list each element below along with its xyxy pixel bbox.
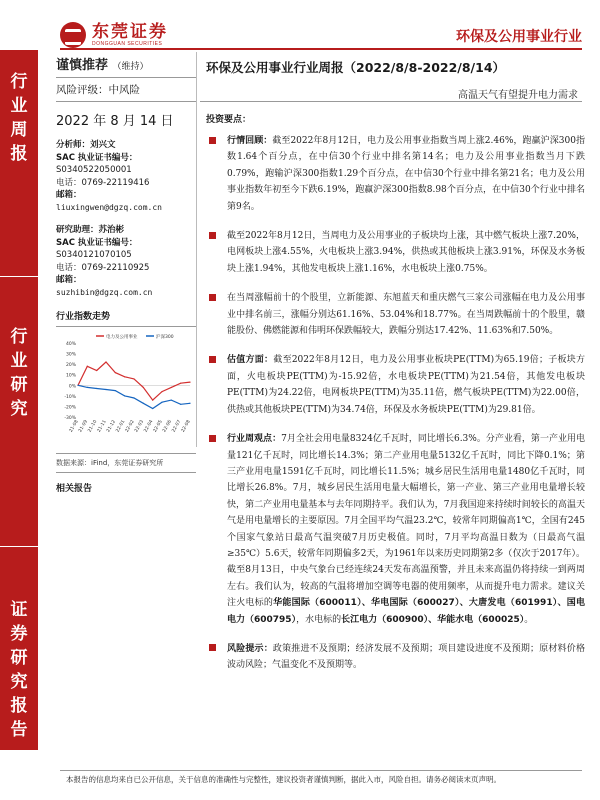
series-point [96,370,97,371]
x-tick-label: 22-05 [152,419,164,434]
sidebar-divider [0,276,38,277]
bullet-lead: 估值方面： [227,355,274,366]
rating-note: （维持） [112,62,149,72]
bullet-text: 7月全社会用电量8324亿千瓦时，同比增长6.3%。分产业看，第一产业用电量121亿千瓦时，同比增长14.3%；第二产业用电量5132亿千瓦时，同比下降0.1%；第三产业用电量1591亿千瓦时，同比增长11.5%；城乡居民生活用电量1480亿千瓦时，同比增长26.8%。7月，城乡居民生活用电量大幅增长，第一产业、第三产业用电量增长较快，第二产业用电量基本与去年同期持平。我们认为，7月我国迎来持续时间较长的高温天气是用电量增长的主要原因。7月全国平均气温23.2℃，较常年同期偏高1℃，全国有245个国家气象站日最高气温突破7月历史极值。同时，7月平均高温日数为（日最高气温≥35℃）5.6天，较常年同期偏多2天，为1961年以来历史同期第2多（仅次于2017年）。截至8月13日，中央气象台已经连续24天发布高温预警，并且未来高温仍将持续一到两周左右。我们认为，较高的气温将增加空调等电器的使用频率，从而提升电力需求。建议关注火电标的 [227,434,585,609]
bullet-lead: 行情回顾： [227,136,273,146]
bullet-square-icon [209,435,216,442]
x-tick-label: 22-07 [171,419,183,434]
header-rule [60,48,582,50]
report-subtitle: 高温天气有望提升电力需求 [458,90,578,101]
risk-rating: 风险评级：中风险 [56,84,140,96]
bullet-valuation [205,352,585,418]
index-chart-svg [56,331,196,449]
analyst-name: 分析师：刘兴文 [56,140,116,150]
series-point [189,382,190,383]
sidebar-block-1 [0,70,38,166]
series-point [87,366,88,367]
series-point [96,388,97,389]
logo-cn: 东莞证券 [92,22,168,42]
divider [56,77,196,78]
bullet-square-icon [209,294,216,301]
divider [56,472,196,473]
assistant-phone: 电话：0769-22110925 [56,262,150,273]
bullet-lead: 行业周观点： [227,434,282,445]
analyst-email-label: 邮箱： [56,190,82,200]
series-point [152,399,153,400]
x-tick-label: 21-12 [106,419,118,434]
bullet-text: 在当周涨幅前十的个股里，立新能源、东旭蓝天和重庆燃气三家公司涨幅在电力及公用事业中排名前三，涨幅分别达61.16%、53.04%和18.77%。在当周跌幅前十的个股里，赣能股份、佛燃能源和伟明环保跌幅较大，跌幅分别达17.42%、11.63%和7.50%。 [227,293,585,337]
sidebar [0,50,38,750]
x-tick-label: 22-01 [115,419,127,434]
series-point [105,361,106,362]
sidebar-block-3 [0,598,38,742]
series-point [152,408,153,409]
bullet-square-icon [209,356,216,363]
bullet-subsectors [205,228,585,277]
series-point [133,397,134,398]
sidebar-divider [0,546,38,547]
analyst-email[interactable]: liuxingwen@dgzq.com.cn [56,202,162,212]
report-date: 2022 年 8 月 14 日 [56,114,174,129]
sidebar-char: 行 [10,72,28,92]
sidebar-char: 行 [10,327,28,347]
divider [56,453,196,454]
series-point [124,376,125,377]
x-tick-label: 22-03 [134,419,146,434]
series-point [143,403,144,404]
bullet-square-icon [209,137,216,144]
series-point [161,402,162,403]
analyst-sac-label: SAC 执业证书编号： [56,152,138,163]
legend-label: 电力及公用事业 [106,335,138,340]
bullet-text: 截至2022年8月12日，当周电力及公用事业的子板块均上涨，其中燃气板块上涨7.20%，电网板块上涨4.55%，火电板块上涨3.94%，供热或其他板块上涨3.91%，环保及水务板块上涨1.94%，其他发电板块上涨1.16%，水电板块上涨0.75%。 [227,231,585,274]
bullet-square-icon [209,232,216,239]
assistant-name: 研究助理：苏治彬 [56,225,125,235]
x-tick-label: 22-04 [143,419,155,434]
bullet-stocks [205,290,585,339]
divider [56,101,196,102]
bullet-text: 截至2022年8月12日，电力及公用事业板块PE(TTM)为65.19倍；子板块方面，火电板块PE(TTM)为-15.92倍，水电板块PE(TTM)为21.54倍，其他发电板块PE(TTM)为24.22倍，电网板块PE(TTM)为35.11倍，燃气板块PE(TTM)为22.00倍，供热或其他板块PE(TTM)为34.74倍，环保及水务板块PE(TTM)为29.81倍。 [227,355,585,415]
chart-source: 数据来源：iFind，东莞证券研究所 [56,459,164,467]
series-point [171,399,172,400]
left-column [56,52,196,494]
analyst-sac-no: S0340522050001 [56,165,132,175]
sidebar-char: 研 [10,375,28,395]
series-point [189,403,190,404]
bullet-text: 截至2022年8月12日，电力及公用事业指数当周上涨2.46%，跑赢沪深300指数1.64个百分点，在中信30个行业中排名第14名；电力及公用事业指数当月下跌0.79%，跑输沪深300指数1.29个百分点，在中信30个行业中排名第21名；电力及公用事业指数年初至今下跌6.19%，跑赢沪深300指数8.98个百分点，在中信30个行业中排名第9名。 [227,136,585,212]
series-point [133,378,134,379]
assistant-sac-label: SAC 执业证书编号： [56,237,138,248]
bullet-text: 。 [524,614,534,625]
series-point [105,389,106,390]
y-tick-label: 20% [65,363,76,369]
bullet-market-review [205,133,585,215]
bullet-text: ，水电标的 [296,614,342,625]
bullet-text: 政策推进不及预期；经济发展不及预期；项目建设进度不及预期；原材料价格波动风险；气温变化不及预期等。 [227,643,585,671]
column-divider [196,52,197,447]
assistant-email-label: 邮箱： [56,275,82,285]
legend-label: 沪深300 [156,335,174,340]
sidebar-char: 告 [10,720,28,740]
series-point [124,395,125,396]
x-tick-label: 21-10 [87,419,99,434]
key-points-label: 投资要点： [206,115,252,125]
assistant-info [56,224,196,299]
y-tick-label: 30% [65,352,76,358]
bullet-lead: 风险提示： [227,643,273,654]
series-point [180,404,181,405]
key-points [205,133,585,674]
header-industry: 环保及公用事业行业 [456,29,582,45]
divider [56,326,196,327]
footer-disclaimer: 本报告的信息均来自已公开信息，关于信息的准确性与完整性，建议投资者谨慎判断，据此入市，风险自担。请务必阅读末页声明。 [66,775,501,784]
x-tick-label: 21-09 [78,419,90,434]
x-tick-label: 22-08 [180,419,192,434]
sidebar-char: 研 [10,648,28,668]
rating [56,54,196,73]
sidebar-char: 业 [10,351,28,371]
series-point [115,390,116,391]
series-point [161,391,162,392]
analyst-info [56,139,196,214]
chart-title: 行业指数走势 [56,312,111,322]
bullet-weekly-view [205,431,585,628]
assistant-email[interactable]: suzhibin@dgzq.com.cn [56,287,153,297]
sidebar-char: 报 [10,696,28,716]
sidebar-char: 业 [10,96,28,116]
x-tick-label: 21-11 [96,419,108,434]
rating-label: 谨慎推荐 [56,58,109,73]
series-point [87,387,88,388]
sidebar-char: 周 [10,120,28,140]
x-tick-label: 22-02 [124,419,136,434]
divider [200,101,582,102]
y-tick-label: -10% [64,394,76,400]
footer-rule [60,770,582,771]
related-reports: 相关报告 [56,484,93,494]
x-tick-label: 22-06 [162,419,174,434]
series-point [143,387,144,388]
sidebar-char: 报 [10,144,28,164]
bullet-square-icon [209,644,216,651]
logo [60,22,168,48]
series-point [180,383,181,384]
y-tick-label: -20% [64,405,76,411]
y-tick-label: 40% [65,342,76,347]
series-line-0 [78,362,190,400]
report-title: 环保及公用事业行业周报（2022/8/8-2022/8/14） [206,60,506,75]
hydro-stocks: 长江电力（600900）、华能水电（600025） [341,614,525,625]
y-tick-label: -30% [64,416,76,421]
series-point [77,385,78,386]
sidebar-block-2 [0,325,38,421]
assistant-sac-no: S0340121070105 [56,250,132,260]
x-tick-label: 21-08 [68,419,80,434]
logo-mark-icon [60,22,86,48]
y-tick-label: 10% [65,373,76,379]
sidebar-char: 究 [10,399,28,419]
y-tick-label: 0% [68,384,76,390]
sidebar-char: 究 [10,672,28,692]
series-point [171,387,172,388]
sidebar-char: 证 [10,600,28,620]
series-point [115,372,116,373]
bullet-risk [205,641,585,674]
thermal-stocks: 华能国际（600011）、华电国际（600027）、大唐发电（601991）、国电电力（600795） [227,598,585,625]
sidebar-char: 券 [10,624,28,644]
analyst-phone: 电话：0769-22119416 [56,177,150,188]
series-line-1 [78,385,190,408]
index-chart [56,331,196,449]
logo-en: DONGGUAN SECURITIES [92,41,163,47]
